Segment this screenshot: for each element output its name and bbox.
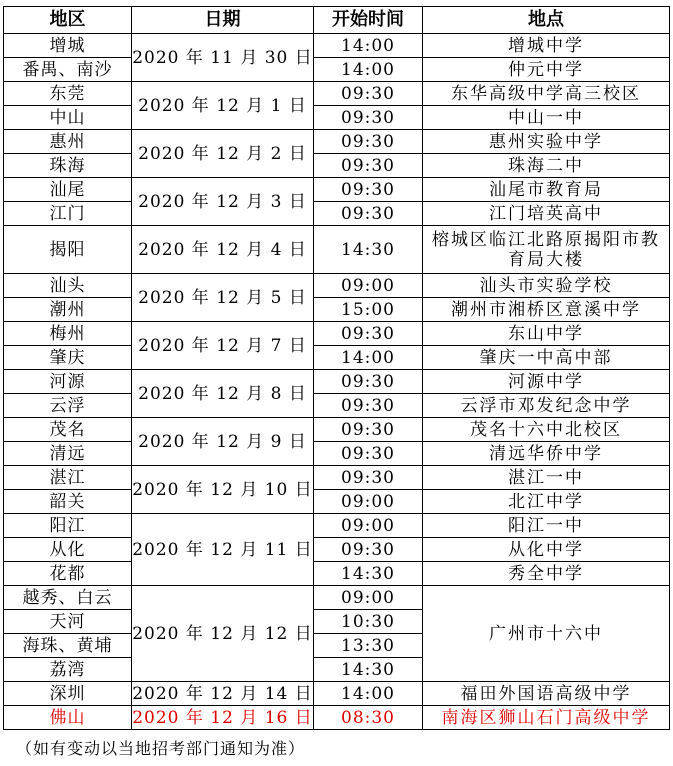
region-cell: 云浮 [4, 394, 132, 418]
table-row [4, 562, 670, 586]
table-row [4, 442, 670, 466]
location-cell: 东山中学 [423, 322, 670, 346]
region-cell: 海珠、黄埔 [4, 634, 132, 658]
table-row [4, 82, 670, 106]
region-cell: 佛山 [4, 706, 132, 730]
region-cell: 中山 [4, 106, 132, 130]
time-cell: 09:30 [314, 178, 423, 202]
time-cell: 14:00 [314, 58, 423, 82]
location-cell: 珠海二中 [423, 154, 670, 178]
region-cell: 珠海 [4, 154, 132, 178]
location-cell: 增城中学 [423, 34, 670, 58]
region-cell: 增城 [4, 34, 132, 58]
time-cell: 09:30 [314, 442, 423, 466]
region-cell: 番禺、南沙 [4, 58, 132, 82]
region-cell: 天河 [4, 610, 132, 634]
table-row [4, 490, 670, 514]
region-cell: 肇庆 [4, 346, 132, 370]
time-cell: 14:30 [314, 658, 423, 682]
table-row [4, 106, 670, 130]
date-cell: 2020 年 12 月 16 日 [132, 707, 313, 728]
region-cell: 汕头 [4, 274, 132, 298]
date-cell: 2020 年 11 月 30 日 [132, 34, 314, 82]
header-date: 日期 [132, 7, 314, 34]
highlighted-table-row [4, 706, 670, 730]
table-row [4, 322, 670, 346]
time-cell: 09:30 [314, 106, 423, 130]
table-row [4, 418, 670, 442]
time-cell: 09:30 [314, 418, 423, 442]
header-region: 地区 [4, 7, 132, 34]
table-row [4, 34, 670, 58]
date-cell: 2020 年 12 月 14 日 [132, 683, 313, 704]
table-row [4, 514, 670, 538]
region-cell: 湛江 [4, 466, 132, 490]
table-row [4, 226, 670, 274]
region-cell: 汕尾 [4, 178, 132, 202]
time-cell: 14:00 [314, 346, 423, 370]
date-cell: 2020 年 12 月 2 日 [132, 130, 314, 178]
table-row [4, 58, 670, 82]
location-cell: 清远华侨中学 [423, 442, 670, 466]
location-cell: 从化中学 [423, 538, 670, 562]
location-cell: 江门培英高中 [423, 202, 670, 226]
table-row [4, 202, 670, 226]
date-cell: 2020 年 12 月 8 日 [132, 370, 314, 418]
region-cell: 东莞 [4, 82, 132, 106]
location-cell: 茂名十六中北校区 [423, 418, 670, 442]
location-cell: 东华高级中学高三校区 [423, 82, 670, 106]
location-cell: 肇庆一中高中部 [423, 346, 670, 370]
location-cell: 汕尾市教育局 [423, 178, 670, 202]
header-location: 地点 [423, 7, 670, 34]
time-cell: 14:30 [314, 226, 423, 274]
location-cell: 惠州实验中学 [423, 130, 670, 154]
region-cell: 阳江 [4, 514, 132, 538]
time-cell: 10:30 [314, 610, 423, 634]
location-cell: 中山一中 [423, 106, 670, 130]
region-cell: 越秀、白云 [4, 586, 132, 610]
time-cell: 09:30 [314, 154, 423, 178]
date-cell: 2020 年 12 月 9 日 [132, 418, 314, 466]
region-cell: 潮州 [4, 298, 132, 322]
region-cell: 韶关 [4, 490, 132, 514]
header-row [4, 7, 670, 34]
time-cell: 09:00 [314, 514, 423, 538]
location-cell: 湛江一中 [423, 466, 670, 490]
location-cell: 北江中学 [423, 490, 670, 514]
date-cell: 2020 年 12 月 11 日 [132, 514, 314, 586]
location-cell: 云浮市邓发纪念中学 [423, 394, 670, 418]
table-row [4, 538, 670, 562]
time-cell: 09:30 [314, 202, 423, 226]
time-cell: 14:00 [314, 682, 423, 706]
region-cell: 梅州 [4, 322, 132, 346]
time-cell: 15:00 [314, 298, 423, 322]
time-cell: 09:30 [314, 82, 423, 106]
location-cell: 潮州市湘桥区意溪中学 [423, 298, 670, 322]
location-cell: 南海区狮山石门高级中学 [423, 706, 670, 730]
location-cell: 河源中学 [423, 370, 670, 394]
region-cell: 荔湾 [4, 658, 132, 682]
region-cell: 惠州 [4, 130, 132, 154]
time-cell: 09:30 [314, 370, 423, 394]
region-cell: 江门 [4, 202, 132, 226]
region-cell: 揭阳 [4, 226, 132, 274]
table-row [4, 394, 670, 418]
location-cell: 汕头市实验学校 [423, 274, 670, 298]
table-row [4, 346, 670, 370]
table-row [4, 466, 670, 490]
date-cell: 2020 年 12 月 12 日 [132, 586, 314, 682]
date-cell: 2020 年 12 月 5 日 [132, 274, 314, 322]
time-cell: 14:30 [314, 562, 423, 586]
time-cell: 14:00 [314, 34, 423, 58]
time-cell: 09:00 [314, 490, 423, 514]
date-cell: 2020 年 12 月 4 日 [132, 226, 314, 274]
table-row [4, 298, 670, 322]
date-cell: 2020 年 12 月 7 日 [132, 322, 314, 370]
date-cell: 2020 年 12 月 3 日 [132, 178, 314, 226]
region-cell: 深圳 [4, 682, 132, 706]
location-cell: 广州市十六中 [423, 586, 670, 682]
table-row [4, 274, 670, 298]
location-cell: 秀全中学 [423, 562, 670, 586]
table-row [4, 370, 670, 394]
location-cell: 阳江一中 [423, 514, 670, 538]
time-cell: 09:30 [314, 130, 423, 154]
table-row [4, 682, 670, 706]
time-cell: 09:30 [314, 322, 423, 346]
location-cell: 榕城区临江北路原揭阳市教育局大楼 [423, 226, 670, 274]
table-row [4, 178, 670, 202]
time-cell: 13:30 [314, 634, 423, 658]
table-row [4, 130, 670, 154]
footnote: （如有变动以当地招考部门通知为准） [16, 739, 306, 758]
region-cell: 茂名 [4, 418, 132, 442]
region-cell: 河源 [4, 370, 132, 394]
location-cell: 福田外国语高级中学 [423, 682, 670, 706]
time-cell: 09:00 [314, 586, 423, 610]
location-cell: 仲元中学 [423, 58, 670, 82]
schedule-table [3, 6, 670, 730]
time-cell: 09:30 [314, 538, 423, 562]
header-start-time: 开始时间 [314, 7, 423, 34]
table-row [4, 154, 670, 178]
time-cell: 08:30 [314, 706, 423, 730]
region-cell: 花都 [4, 562, 132, 586]
date-cell: 2020 年 12 月 1 日 [132, 82, 314, 130]
region-cell: 清远 [4, 442, 132, 466]
time-cell: 09:30 [314, 466, 423, 490]
table-row [4, 586, 670, 610]
time-cell: 09:00 [314, 274, 423, 298]
time-cell: 09:30 [314, 394, 423, 418]
region-cell: 从化 [4, 538, 132, 562]
date-cell: 2020 年 12 月 10 日 [132, 466, 314, 514]
